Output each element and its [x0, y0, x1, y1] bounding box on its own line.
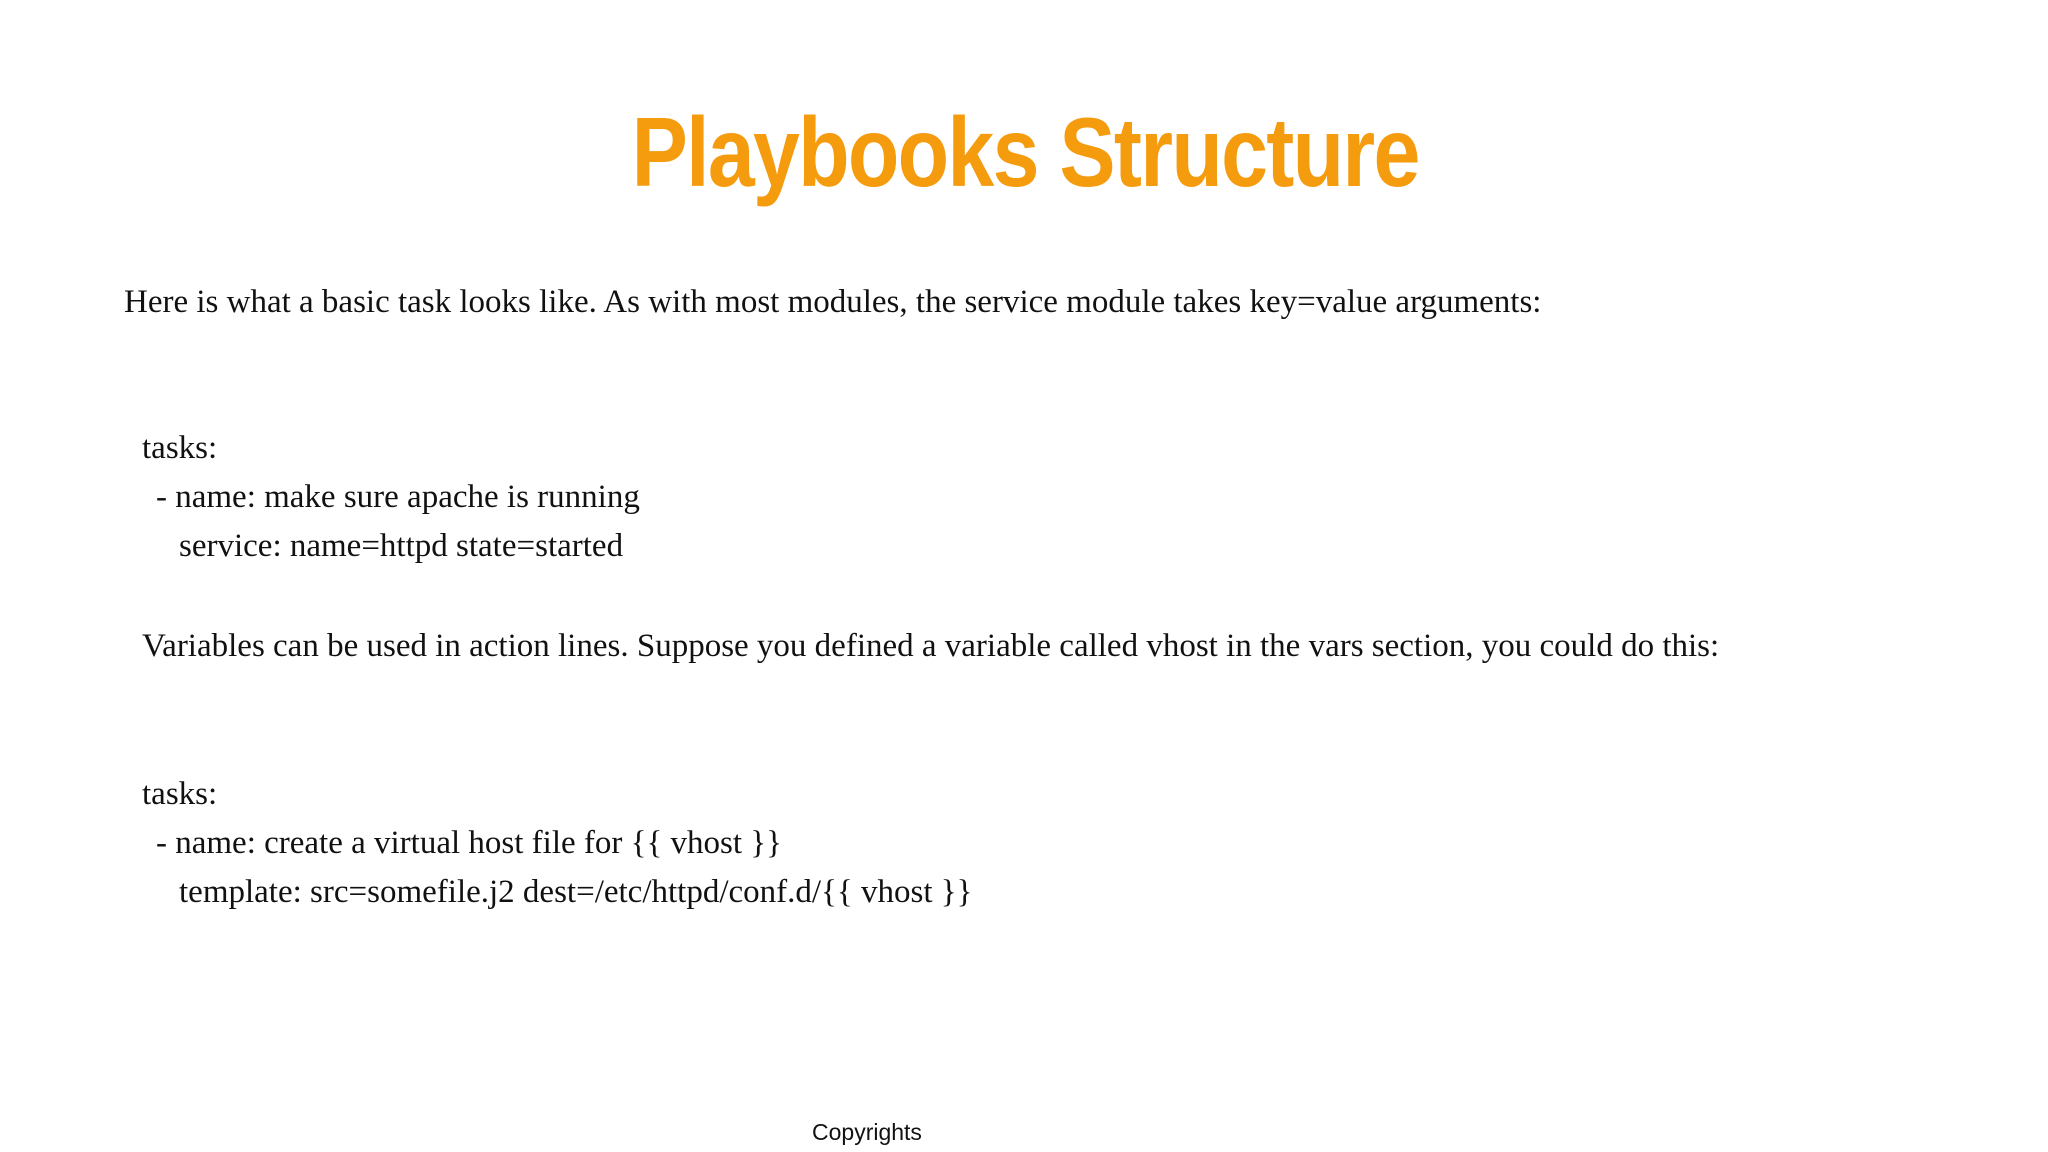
code-line: - name: make sure apache is running: [156, 479, 640, 515]
code-line: tasks:: [142, 776, 218, 812]
code-line: service: name=httpd state=started: [179, 528, 624, 564]
code-line: tasks:: [142, 430, 218, 466]
code-line: - name: create a virtual host file for {{ vhost }}: [156, 825, 782, 861]
copyright-footer: Copyrights: [812, 1119, 922, 1145]
slide-title: Playbooks Structure: [631, 97, 1419, 207]
variables-paragraph: Variables can be used in action lines. Suppose you defined a variable called vhost in the vars section, you could do this:: [142, 628, 1720, 664]
intro-paragraph: Here is what a basic task looks like. As with most modules, the service module takes key=value arguments:: [124, 284, 1542, 320]
code-example-template: [142, 770, 972, 917]
code-example-service: [142, 424, 640, 571]
code-line: template: src=somefile.j2 dest=/etc/httpd/conf.d/{{ vhost }}: [179, 874, 973, 910]
